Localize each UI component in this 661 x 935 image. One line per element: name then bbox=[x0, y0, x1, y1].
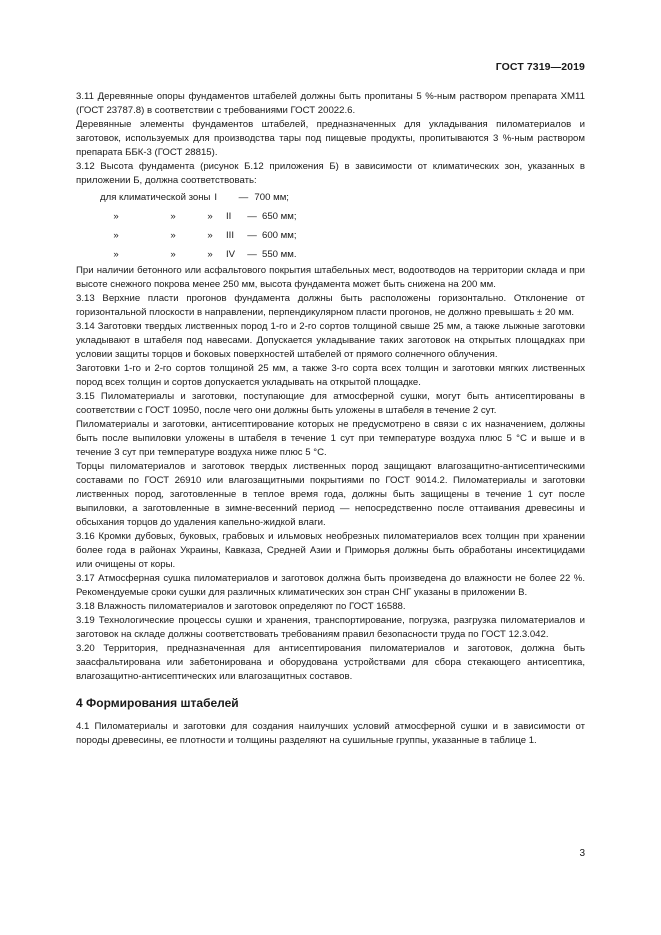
section-paragraph-text: 4.1 Пиломатериалы и заготовки для создания наилучших условий атмосферной сушки и в зависимости от породы древесины, ее плотности и толщины разделяют на сушильные группы, указанные в таблице 1. bbox=[76, 721, 585, 746]
zone-ditto: » bbox=[113, 229, 119, 241]
paragraph: 3.18 Влажность пиломатериалов и заготовок определяют по ГОСТ 16588. bbox=[76, 601, 406, 612]
paragraph: 3.11 Деревянные опоры фундаментов штабелей должны быть пропитаны 5 %-ным раствором препарата ХМ11 (ГОСТ 23787.8) в соответствии с требованиями ГОСТ 20022.6. bbox=[76, 91, 585, 116]
zone-row bbox=[76, 245, 585, 264]
paragraphs-top bbox=[76, 90, 585, 188]
paragraph: 3.17 Атмосферная сушка пиломатериалов и заготовок должна быть произведена до влажности не более 22 %. Рекомендуемые сроки сушки для различных климатических зон стран СНГ указаны в приложении В. bbox=[76, 573, 585, 598]
paragraphs-bottom bbox=[76, 264, 585, 684]
zone-value: 600 мм; bbox=[262, 229, 297, 241]
zone-dash: — bbox=[247, 248, 257, 260]
zone-ditto: » bbox=[207, 248, 213, 260]
zone-value: 650 мм; bbox=[262, 210, 297, 222]
paragraph: Торцы пиломатериалов и заготовок твердых лиственных пород защищают влагозащитно-антисептическими составами по ГОСТ 26910 или влагозащитными покрытиями по ГОСТ 9014.2. Пиломатериалы и заготовки лиственных пород, заготовленные в теплое время года, должны быть защищены в течение 1 сут после выпиловки, а заготовленные в зимне-весенний период — непосредственно после оттаивания древесины и обсыхания торцов до удаления капельно-жидкой влаги. bbox=[76, 461, 585, 528]
zone-dash: — bbox=[247, 229, 257, 241]
paragraph: 3.15 Пиломатериалы и заготовки, поступающие для атмосферной сушки, могут быть антисептированы в соответствии с ГОСТ 10950, после чего они должны быть уложены в штабеля в течение 2 сут. bbox=[76, 391, 585, 416]
zone-value: 550 мм. bbox=[262, 248, 297, 260]
document-body bbox=[76, 90, 585, 748]
zone-row bbox=[76, 226, 585, 245]
zone-dash: — bbox=[238, 191, 249, 203]
zone-ditto: » bbox=[170, 210, 176, 222]
zone-ditto: » bbox=[207, 210, 213, 222]
paragraph: 3.13 Верхние пласти прогонов фундамента должны быть расположены горизонтально. Отклонение от горизонтальной плоскости в направлении, перпендикулярном пласти прогонов, не должно превышать ± 20 мм. bbox=[76, 293, 585, 318]
zone-ditto: » bbox=[113, 248, 119, 260]
climate-zone-list bbox=[76, 188, 585, 264]
paragraph: 3.12 Высота фундамента (рисунок Б.12 приложения Б) в зависимости от климатических зон, указанных в приложении Б, должна соответствовать: bbox=[76, 161, 585, 186]
zone-number: III bbox=[226, 229, 234, 241]
paragraph: При наличии бетонного или асфальтового покрытия штабельных мест, водоотводов на территории склада и при высоте снежного покрова менее 250 мм, высота фундамента может быть снижена на 200 мм. bbox=[76, 265, 585, 290]
document-code: ГОСТ 7319—2019 bbox=[495, 61, 585, 73]
zone-ditto: » bbox=[170, 248, 176, 260]
paragraph: 3.14 Заготовки твердых лиственных пород 1-го и 2-го сортов толщиной свыше 25 мм, а также лыжные заготовки укладывают в штабеля под навесами. Допускается укладывание таких заготовок на открытых площадках при условии защиты торцов и боковых поверхностей штабелей от прямого солнечного облучения. bbox=[76, 321, 585, 360]
paragraph: Пиломатериалы и заготовки, антисептирование которых не предусмотрено в связи с их назначением, должны быть после выпиловки уложены в штабеля в течение 1 сут при температуре воздуха плюс 5 °С и выше и в течение 3 сут при температуре воздуха ниже плюс 5 °С. bbox=[76, 419, 585, 458]
page-number: 3 bbox=[579, 848, 585, 859]
zone-ditto: » bbox=[170, 229, 176, 241]
zone-value: 700 мм; bbox=[254, 191, 289, 203]
zone-ditto: » bbox=[113, 210, 119, 222]
paragraph: 3.16 Кромки дубовых, буковых, грабовых и ильмовых необрезных пиломатериалов всех толщин при хранении более года в районах Украины, Кавказа, Средней Азии и Приморья должны быть обработаны инсектицидами или очищены от коры. bbox=[76, 531, 585, 570]
zone-dash: — bbox=[247, 210, 257, 222]
paragraph: Заготовки 1-го и 2-го сортов толщиной 25 мм, а также 3-го сорта всех толщин и заготовки мягких лиственных пород всех толщин и сортов допускается укладывать на открытой площадке. bbox=[76, 363, 585, 388]
zone-ditto: » bbox=[207, 229, 213, 241]
zone-row bbox=[76, 207, 585, 226]
zone-number: IV bbox=[226, 248, 236, 260]
zone-number: II bbox=[226, 210, 232, 222]
zone-prefix: для климатической зоны bbox=[100, 191, 211, 203]
section-paragraph bbox=[76, 720, 585, 748]
paragraph: Деревянные элементы фундаментов штабелей, предназначенных для укладывания пиломатериалов и заготовок, используемых для производства тары под пищевые продукты, пропитываются 3 %-ным раствором препарата ББК-3 (ГОСТ 28815). bbox=[76, 119, 585, 158]
zone-number: I bbox=[214, 191, 218, 203]
paragraph: 3.20 Территория, предназначенная для антисептирования пиломатериалов и заготовок, должна быть заасфальтирована или забетонирована и оборудована устройствами для сбора стекающего антисептика, влагозащитно-антисептических или влагозащитных составов. bbox=[76, 643, 585, 682]
section-heading: 4 Формирования штабелей bbox=[76, 696, 239, 710]
paragraph: 3.19 Технологические процессы сушки и хранения, транспортирование, погрузка, разгрузка пиломатериалов и заготовок на складе должны соответствовать требованиям правил безопасности труда по ГОСТ 12.3.042. bbox=[76, 615, 585, 640]
zone-row bbox=[76, 188, 585, 207]
